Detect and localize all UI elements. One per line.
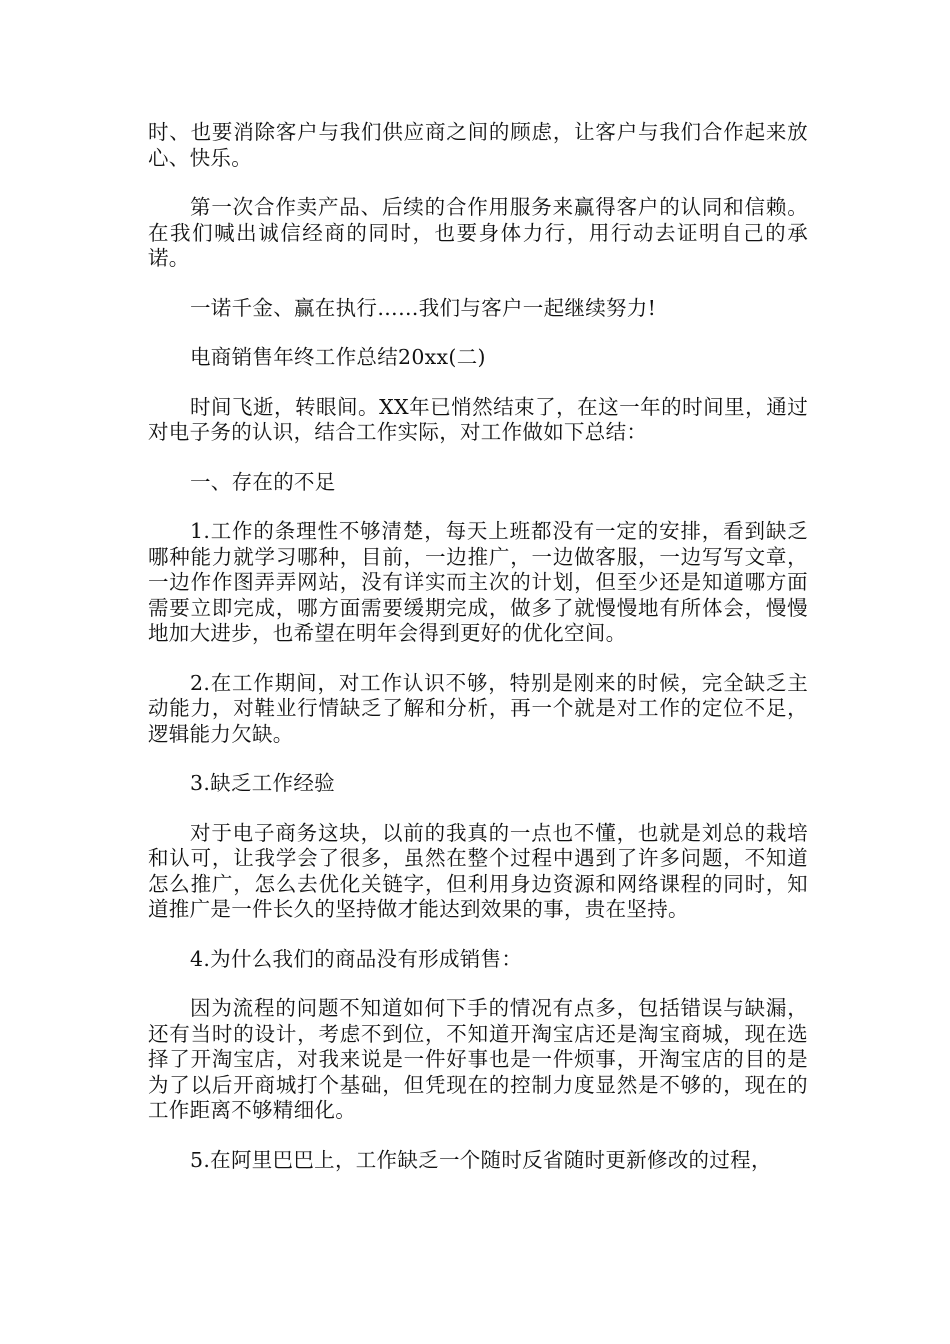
list-item-1: 1.工作的条理性不够清楚，每天上班都没有一定的安排，看到缺乏哪种能力就学习哪种，目前，一边推广，一边做客服，一边写写文章，一边作作图弄弄网站，没有详实而主次的计划，但至少还是知道哪方面需要立即完成，哪方面需要缓期完成，做多了就慢慢地有所体会，慢慢地加大进步，也希望在明年会得到更好的优化空间。 (148, 519, 808, 645)
paragraph-promise: 一诺千金、赢在执行……我们与客户一起继续努力! (190, 295, 657, 320)
list-item-2: 2.在工作期间，对工作认识不够，特别是刚来的时候，完全缺乏主动能力，对鞋业行情缺乏了解和分析，再一个就是对工作的定位不足，逻辑能力欠缺。 (148, 670, 808, 746)
section-title: 电商销售年终工作总结20xx(二) (190, 345, 486, 369)
paragraph-cooperation: 第一次合作卖产品、后续的合作用服务来赢得客户的认同和信赖。在我们喊出诚信经商的同时，也要身体力行，用行动去证明自己的承诺。 (148, 195, 808, 270)
paragraph-intro: 时间飞逝，转眼间。XX年已悄然结束了，在这一年的时间里，通过对电子务的认识，结合工作实际，对工作做如下总结： (148, 394, 808, 444)
list-item-5: 5.在阿里巴巴上，工作缺乏一个随时反省随时更新修改的过程， (190, 1147, 772, 1172)
paragraph-process: 因为流程的问题不知道如何下手的情况有点多，包括错误与缺漏，还有当时的设计，考虑不到位，不知道开淘宝店还是淘宝商城，现在选择了开淘宝店，对我来说是一件好事也是一件烦事，开淘宝店的目的是为了以后开商城打个基础，但凭现在的控制力度显然是不够的，现在的工作距离不够精细化。 (148, 996, 808, 1122)
heading-shortcomings: 一、存在的不足 (190, 469, 336, 494)
paragraph-experience: 对于电子商务这块，以前的我真的一点也不懂，也就是刘总的栽培和认可，让我学会了很多，虽然在整个过程中遇到了许多问题，不知道怎么推广，怎么去优化关链字，但利用身边资源和网络课程的同时，知道推广是一件长久的坚持做才能达到效果的事，贵在坚持。 (148, 820, 808, 921)
document-page (148, 120, 808, 1197)
paragraph-continuation: 时、也要消除客户与我们供应商之间的顾虑，让客户与我们合作起来放心、快乐。 (148, 120, 808, 170)
list-item-4: 4.为什么我们的商品没有形成销售： (190, 946, 523, 971)
list-item-3: 3.缺乏工作经验 (190, 771, 335, 795)
